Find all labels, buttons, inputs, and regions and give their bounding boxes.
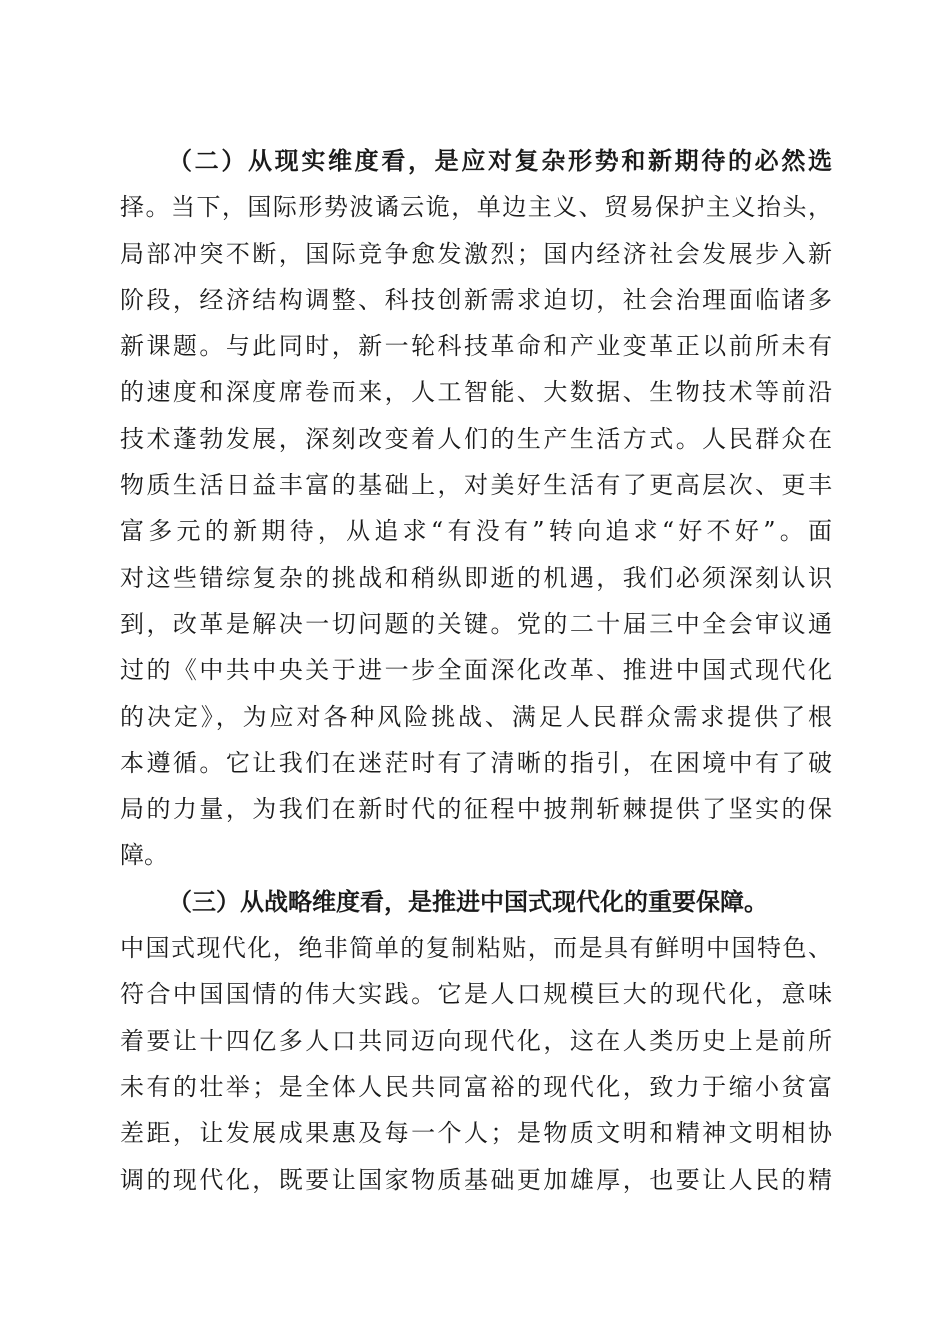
paragraph-strategic-dimension (120, 879, 832, 1203)
paragraph-line: 择。当下，国际形势波谲云诡，单边主义、贸易保护主义抬头， (120, 193, 832, 222)
paragraph-line: 物质生活日益丰富的基础上，对美好生活有了更高层次、更丰 (120, 471, 832, 500)
paragraph-line: 局部冲突不断，国际竞争愈发激烈；国内经济社会发展步入新 (120, 239, 832, 268)
paragraph-heading-line: （三）从战略维度看，是推进中国式现代化的重要保障。 (168, 886, 768, 916)
paragraph-line: 障。 (120, 841, 168, 870)
paragraph-line: 阶段，经济结构调整、科技创新需求迫切，社会治理面临诸多 (120, 285, 832, 314)
paragraph-line: 对这些错综复杂的挑战和稍纵即逝的机遇，我们必须深刻认识 (120, 563, 832, 592)
paragraph-line: 符合中国国情的伟大实践。它是人口规模巨大的现代化，意味 (120, 980, 832, 1009)
paragraph-line: 到，改革是解决一切问题的关键。党的二十届三中全会审议通 (120, 609, 832, 638)
paragraph-line: 中国式现代化，绝非简单的复制粘贴，而是具有鲜明中国特色、 (120, 934, 832, 963)
paragraph-line: 局的力量，为我们在新时代的征程中披荆斩棘提供了坚实的保 (120, 795, 832, 824)
paragraph-line: 调的现代化，既要让国家物质基础更加雄厚，也要让人民的精 (120, 1165, 832, 1194)
paragraph-realistic-dimension (120, 138, 832, 879)
paragraph-line: 差距，让发展成果惠及每一个人；是物质文明和精神文明相协 (120, 1119, 832, 1148)
paragraph-line: 过的《中共中央关于进一步全面深化改革、推进中国式现代化 (120, 656, 832, 685)
paragraph-line: 富多元的新期待，从追求“有没有”转向追求“好不好”。面 (120, 517, 832, 546)
paragraph-line: 未有的壮举；是全体人民共同富裕的现代化，致力于缩小贫富 (120, 1072, 832, 1101)
document-body (120, 138, 832, 1203)
paragraph-heading-line: （二）从现实维度看，是应对复杂形势和新期待的必然选 (168, 146, 832, 175)
paragraph-line: 技术蓬勃发展，深刻改变着人们的生产生活方式。人民群众在 (120, 424, 832, 453)
paragraph-line: 的速度和深度席卷而来，人工智能、大数据、生物技术等前沿 (120, 378, 832, 407)
paragraph-line: 着要让十四亿多人口共同迈向现代化，这在人类历史上是前所 (120, 1026, 832, 1055)
paragraph-line: 新课题。与此同时，新一轮科技革命和产业变革正以前所未有 (120, 332, 832, 361)
paragraph-line: 的决定》，为应对各种风险挑战、满足人民群众需求提供了根 (120, 702, 832, 731)
paragraph-line: 本遵循。它让我们在迷茫时有了清晰的指引，在困境中有了破 (120, 748, 832, 777)
